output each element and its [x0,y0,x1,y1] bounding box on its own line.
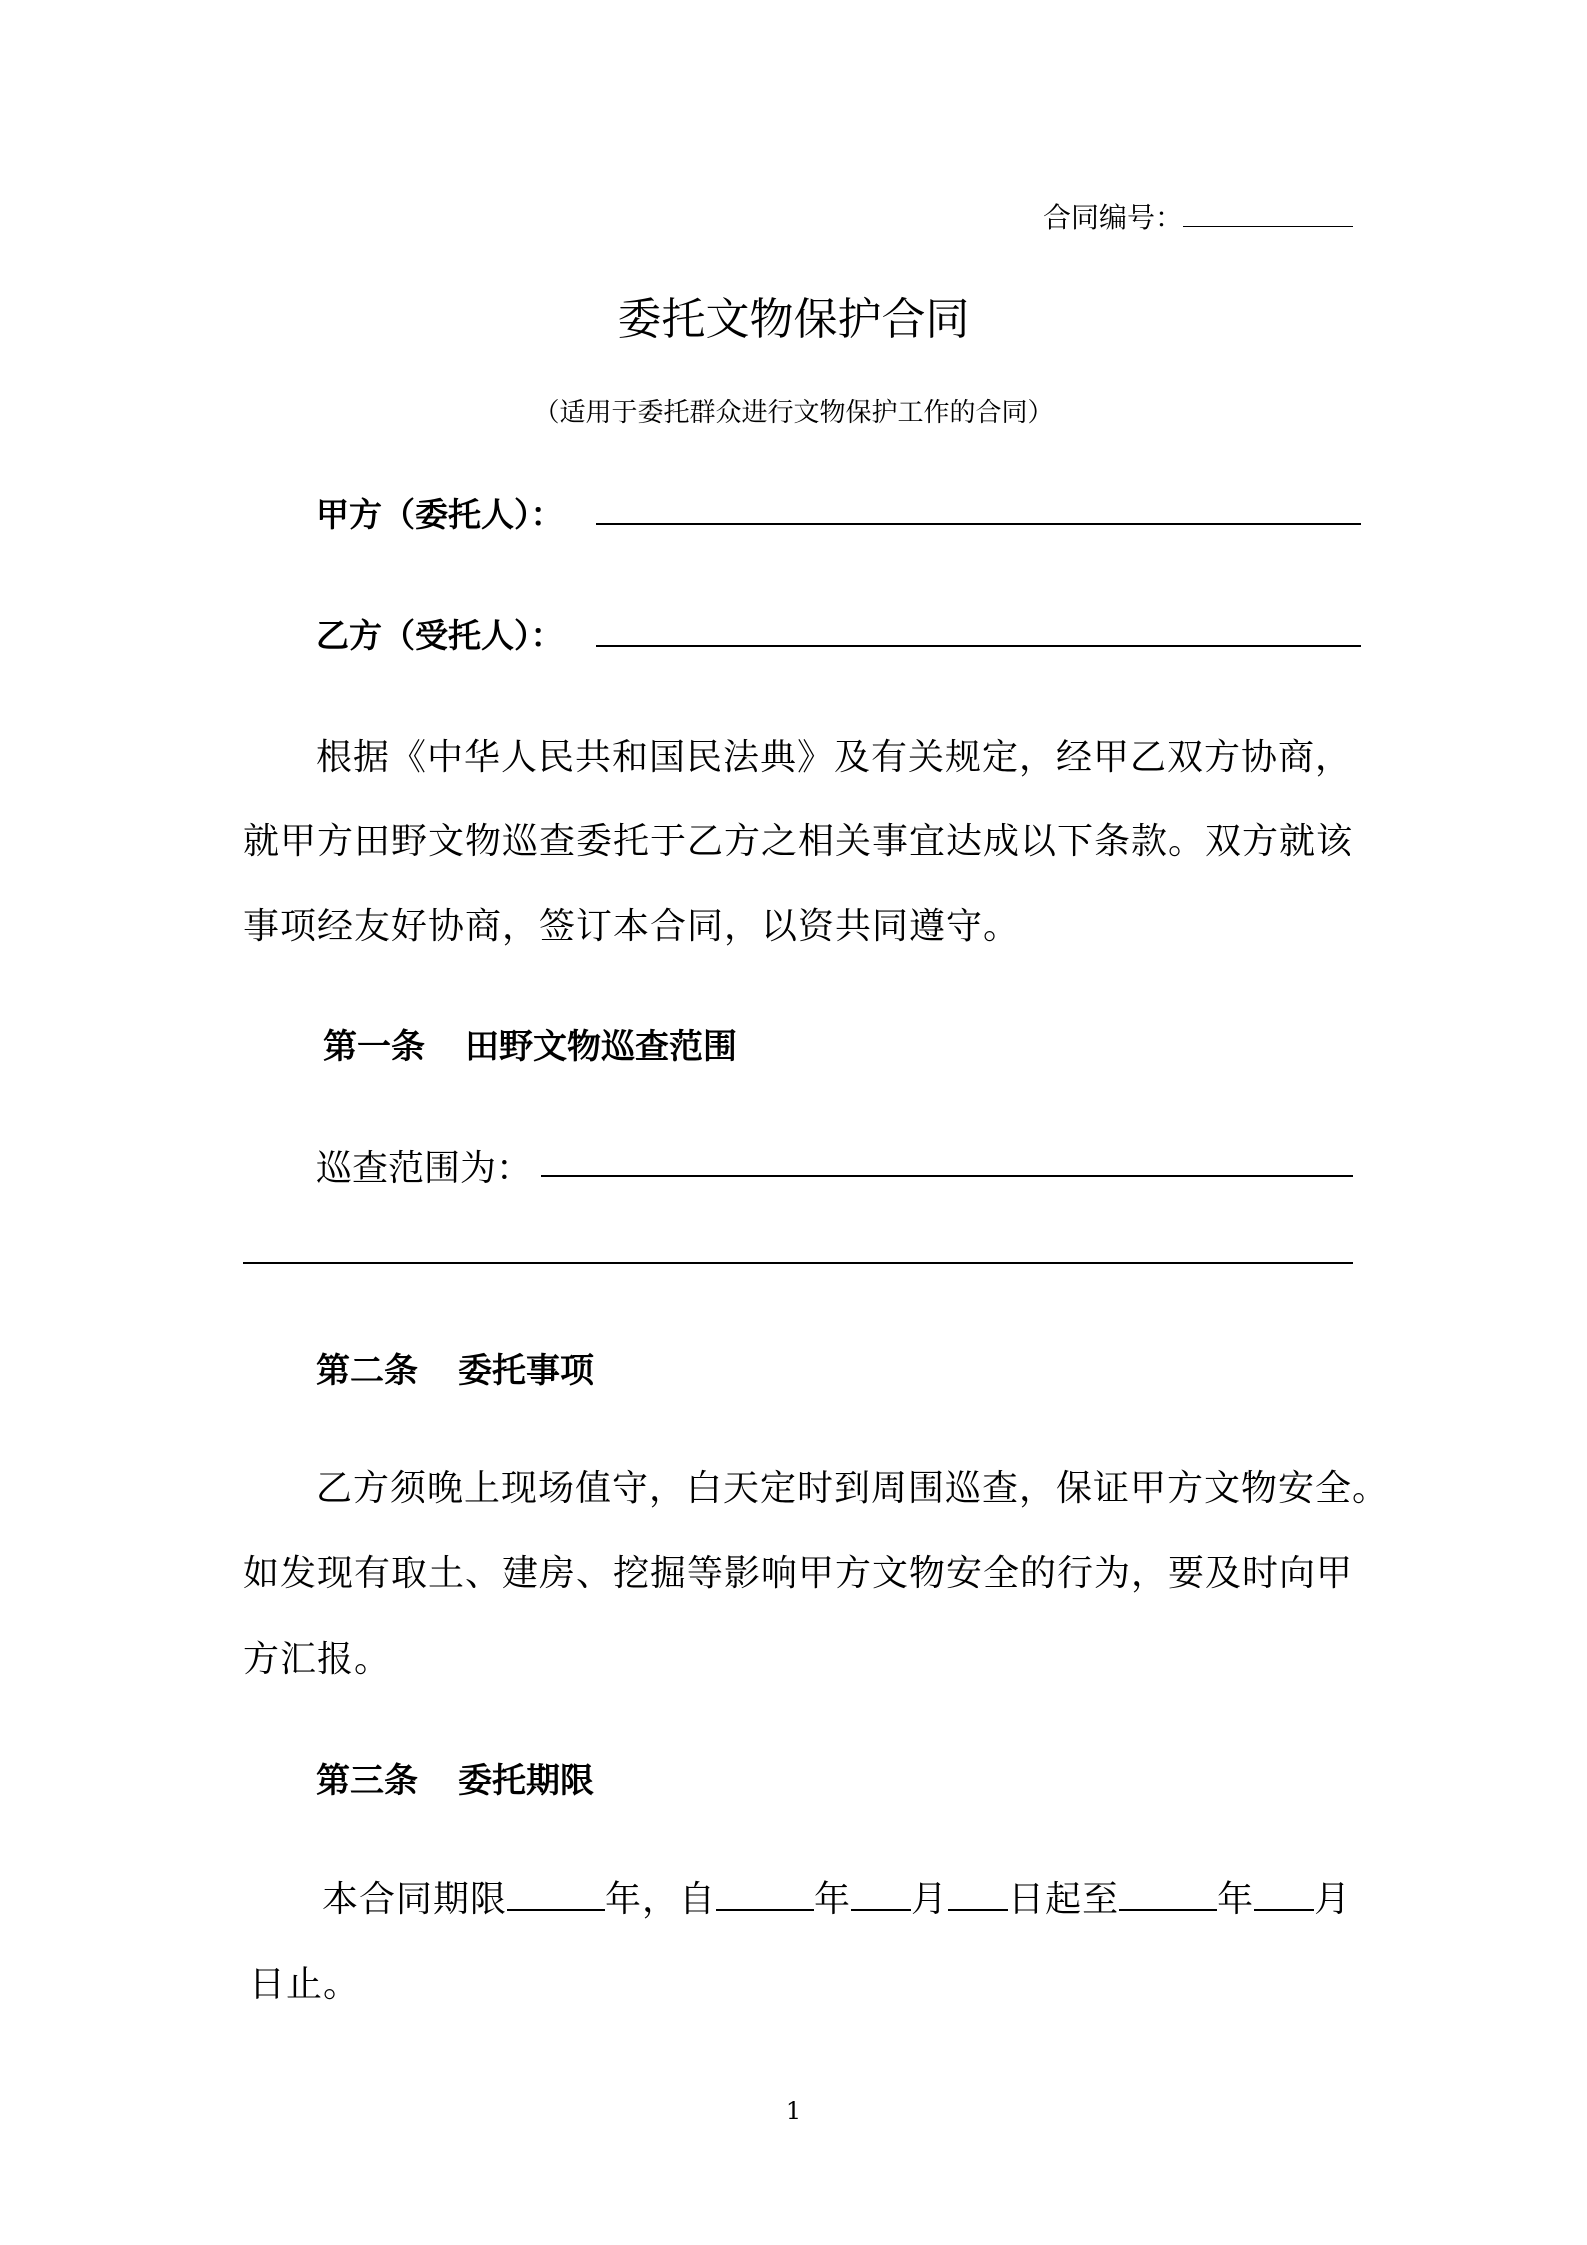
scope-blank-2 [243,1262,1353,1264]
term-years-blank [507,1908,605,1911]
contract-number-blank [1183,226,1353,227]
scope-label: 巡查范围为： [316,1148,533,1189]
page-number: 1 [785,2097,802,2125]
article-2-line-3: 方汇报。 [243,1639,392,1680]
article-1-number: 第一条 [323,1027,425,1067]
party-a-blank [596,523,1361,525]
term-text-2: 年，自 [605,1879,717,1920]
preamble-line-3: 事项经友好协商，签订本合同，以资共同遵守。 [243,906,1021,947]
term-text-6: 年 [1217,1879,1255,1920]
document-subtitle: （适用于委托群众进行文物保护工作的合同） [533,398,1054,428]
contract-number-label: 合同编号： [1043,201,1184,234]
start-day-blank [948,1908,1008,1911]
end-year-blank [1119,1908,1217,1911]
article-2-line-1: 乙方须晚上现场值守，白天定时到周围巡查，保证甲方文物安全。 [316,1468,1390,1509]
document-title: 委托文物保护合同 [617,294,970,345]
party-b-label: 乙方（受托人）： [316,616,564,655]
article-2-heading [316,1343,594,1392]
article-2-line-2: 如发现有取土、建房、挖掘等影响甲方文物安全的行为，要及时向甲 [243,1553,1354,1594]
article-3-line-2: 日止。 [249,1964,361,2005]
term-text-7: 月 [1314,1879,1352,1920]
article-3-title: 委托期限 [458,1761,594,1801]
article-1-title: 田野文物巡查范围 [465,1027,737,1067]
scope-blank-1 [541,1175,1353,1177]
preamble-line-1: 根据《中华人民共和国民法典》及有关规定，经甲乙双方协商， [316,737,1353,778]
article-3-heading [316,1753,594,1802]
end-month-blank [1254,1908,1314,1911]
term-text-4: 月 [911,1879,949,1920]
term-text-1: 本合同期限 [322,1879,508,1920]
term-text-3: 年 [814,1879,852,1920]
start-year-blank [716,1908,814,1911]
article-2-title: 委托事项 [458,1351,594,1391]
start-month-blank [851,1908,911,1911]
article-1-heading [323,1019,737,1068]
article-3-number: 第三条 [316,1761,418,1801]
article-2-number: 第二条 [316,1351,418,1391]
preamble-line-2: 就甲方田野文物巡查委托于乙方之相关事宜达成以下条款。双方就该 [243,821,1354,862]
party-a-label: 甲方（委托人）： [316,495,564,534]
party-b-blank [596,645,1361,647]
article-3-line-1 [322,1871,1351,1922]
term-text-5: 日起至 [1008,1879,1120,1920]
